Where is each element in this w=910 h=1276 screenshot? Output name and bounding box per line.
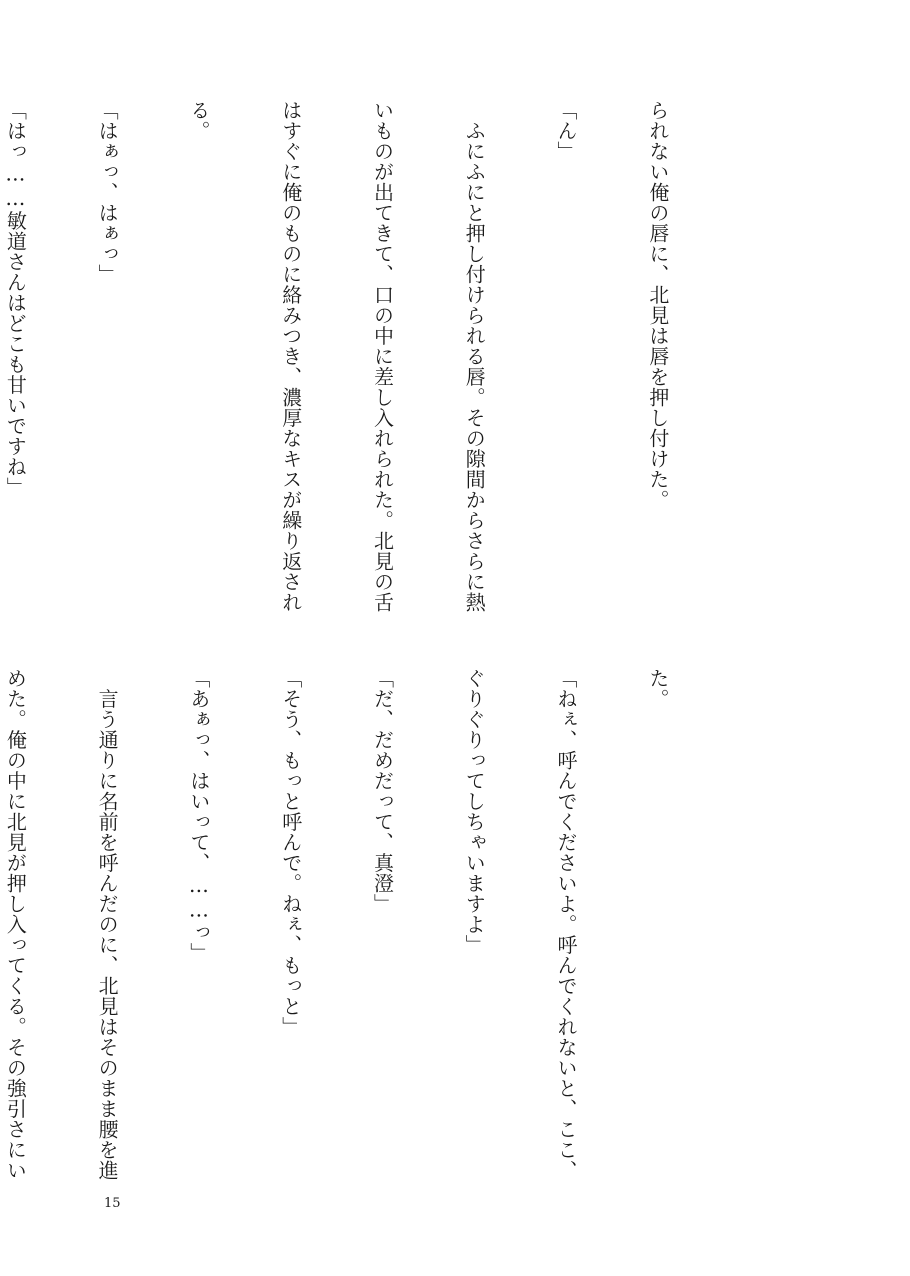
text-column: はすぐに俺のものに絡みつき、濃厚なキスが繰り返され [278,100,303,613]
text-column: られない俺の唇に、北見は唇を押し付けた。 [645,100,670,510]
text-column: 「ん」 [554,100,579,162]
text-column: めた。俺の中に北見が押し入ってくる。その強引さにい [3,668,28,1181]
text-column: ふにふにと押し付けられる唇。その隙間からさらに熱 [462,100,487,613]
upper-text-block [3,100,734,620]
text-column: 「はぁっ、はぁっ」 [95,100,120,285]
text-column: 「だ、だめだって、真澄」 [370,668,395,914]
text-column: た。 [645,668,670,709]
text-column: 「はっ……敏道さんはどこも甘いですね」 [3,100,28,498]
text-column: ぐりぐりってしちゃいますよ」 [462,668,487,955]
text-column: 「あぁっ、はいって、……っ」 [186,668,211,963]
lower-text-block [3,668,734,1188]
text-column: 「ねぇ、呼んでくださいよ。呼んでくれないと、ここ、 [554,668,579,1181]
text-column: いものが出てきて、口の中に差し入れられた。北見の舌 [370,100,395,613]
page-number: 15 [104,1196,121,1211]
text-column: る。 [186,100,211,141]
text-column: 言う通りに名前を呼んだのに、北見はそのまま腰を進 [95,668,120,1181]
text-column: 「そう、もっと呼んで。ねぇ、もっと」 [278,668,303,1037]
